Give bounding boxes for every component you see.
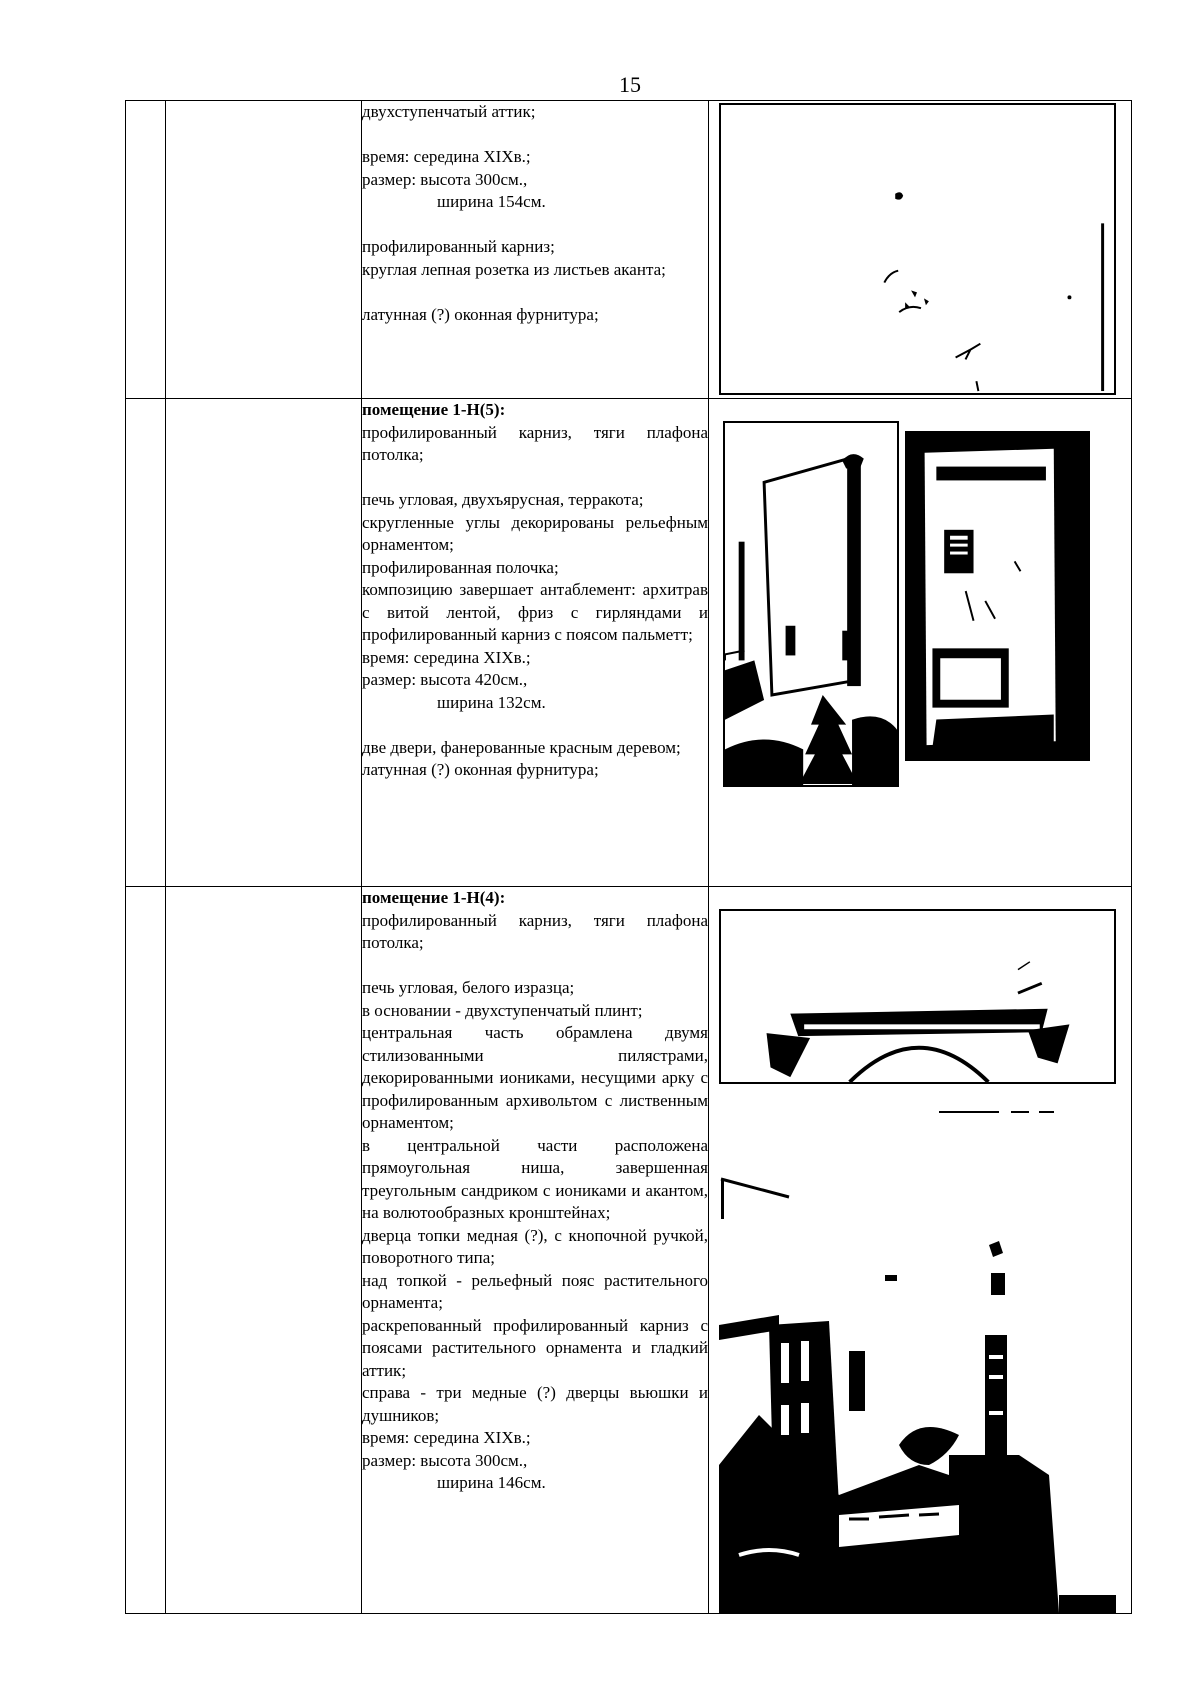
description-line: в основании - двухступенчатый плинт; <box>362 1000 643 1020</box>
description-cell <box>362 399 709 887</box>
number-cell <box>126 399 166 887</box>
photo-cell <box>709 887 1132 1614</box>
description-line: профилированный карниз; <box>362 237 555 256</box>
photo-ceiling-rosette <box>719 103 1116 395</box>
description-line: круглая лепная розетка из листьев аканта; <box>362 259 666 279</box>
description-line: две двери, фанерованные красным деревом; <box>362 737 681 757</box>
description-line: ширина 132см. <box>437 692 546 712</box>
description-line: композицию завершает антаблемент: архитрав с витой лентой, фриз с гирляндами и профилированный карниз с поясом пальметт; <box>362 580 708 644</box>
description-line: центральная часть обрамлена двумя стилизованными пилястрами, декорированными иониками, несущими арку с профилированным архивольтом с лиственным орнаментом; <box>362 1023 708 1132</box>
object-cell <box>166 399 362 887</box>
description-line: профилированная полочка; <box>362 557 559 577</box>
photo-white-tile-stove <box>719 1175 1116 1613</box>
description-line: в центральной части расположена прямоугольная ниша, завершенная треугольным сандриком с иониками и акантом, на волютообразных кронштейнах; <box>362 1135 708 1222</box>
description-line: над топкой - рельефный пояс растительного орнамента; <box>362 1270 708 1312</box>
description-line: двухступенчатый аттик; <box>362 102 536 121</box>
description-cell <box>362 887 709 1614</box>
description-line: латунная (?) оконная фурнитура; <box>362 304 599 324</box>
description-line: печь угловая, двухъярусная, терракота; <box>362 490 644 509</box>
table-row <box>126 101 1132 399</box>
description-line: скругленные углы декорированы рельефным орнаментом; <box>362 512 708 554</box>
table-row <box>126 887 1132 1614</box>
room-heading: помещение 1-Н(4): <box>362 888 506 907</box>
description-line: латунная (?) оконная фурнитура; <box>362 760 599 779</box>
page-number: 15 <box>619 72 641 97</box>
description-line: время: середина XIXв.; <box>362 147 531 166</box>
table-row <box>126 399 1132 887</box>
object-cell <box>166 101 362 399</box>
description-line: размер: высота 300см., <box>362 1450 528 1470</box>
description-line: ширина 146см. <box>437 1473 546 1492</box>
room-heading: помещение 1-Н(5): <box>362 400 506 419</box>
description-line: профилированный карниз, тяги плафона потолка; <box>362 422 708 464</box>
description-line: ширина 154см. <box>437 192 546 211</box>
photo-terracotta-stove <box>723 421 899 787</box>
description-line: раскрепованный профилированный карниз с поясами растительного орнамента и гладкий аттик; <box>362 1315 708 1380</box>
description-cell <box>362 101 709 399</box>
description-line: печь угловая, белого изразца; <box>362 978 575 997</box>
description-line: размер: высота 420см., <box>362 670 528 689</box>
photo-cornice-arch <box>719 909 1116 1084</box>
number-cell <box>126 101 166 399</box>
object-cell <box>166 887 362 1614</box>
description-line: размер: высота 300см., <box>362 169 528 189</box>
description-line: время: середина XIXв.; <box>362 647 531 667</box>
inventory-table <box>125 100 1132 1614</box>
photo-cell <box>709 399 1132 887</box>
photo-cell <box>709 101 1132 399</box>
description-line: дверца топки медная (?), с кнопочной ручкой, поворотного типа; <box>362 1225 708 1267</box>
number-cell <box>126 887 166 1614</box>
description-line: время: середина XIXв.; <box>362 1428 531 1447</box>
description-line: профилированный карниз, тяги плафона потолка; <box>362 910 708 952</box>
description-line: справа - три медные (?) дверцы вьюшки и душников; <box>362 1383 708 1425</box>
separator-mark <box>939 1111 1109 1113</box>
photo-veneered-doors <box>905 431 1090 761</box>
